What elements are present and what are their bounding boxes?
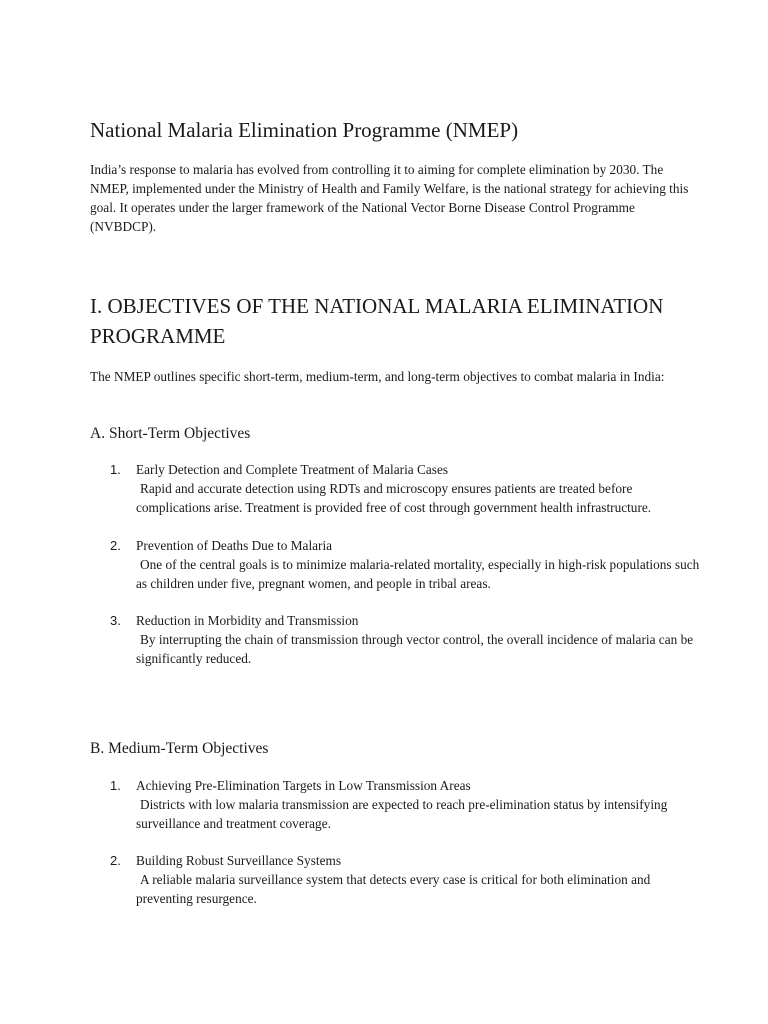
list-item-title: Early Detection and Complete Treatment of Malaria Cases [136, 462, 449, 477]
list-item-title: Achieving Pre-Elimination Targets in Low Transmission Areas [136, 778, 471, 793]
list-item-title: Reduction in Morbidity and Transmission [136, 613, 359, 628]
intro-paragraph: India’s response to malaria has evolved from controlling it to aiming for complete elimination by 2030. The NMEP, implemented under the Ministry of Health and Family Welfare, is the national strategy for achieving this goal. It operates under the larger framework of the National Vector Borne Disease Control Programme (NVBDCP). [90, 162, 689, 234]
list-item-description: Districts with low malaria transmission are expected to reach pre-elimination status by intensifying surveillance and treatment coverage. [136, 797, 668, 831]
medium-term-heading: B. Medium-Term Objectives [90, 740, 269, 757]
list-item-number: 1. [110, 462, 121, 477]
document-title: National Malaria Elimination Programme (NMEP) [90, 118, 519, 142]
list-item-number: 1. [110, 778, 121, 793]
section-intro-paragraph: The NMEP outlines specific short-term, medium-term, and long-term objectives to combat malaria in India: [90, 369, 665, 384]
list-item [110, 536, 700, 593]
list-item-description: One of the central goals is to minimize malaria-related mortality, especially in high-risk populations such as children under five, pregnant women, and people in tribal areas. [136, 557, 700, 591]
section-heading: I. OBJECTIVES OF THE NATIONAL MALARIA ELIMINATION PROGRAMME [90, 294, 664, 348]
list-item [110, 851, 700, 908]
list-item-description: Rapid and accurate detection using RDTs and microscopy ensures patients are treated before complications arise. Treatment is provided free of cost through government health infrastructure. [136, 481, 652, 515]
list-item [110, 611, 700, 668]
list-item-number: 2. [110, 853, 121, 868]
list-item [110, 460, 700, 517]
list-item-title: Building Robust Surveillance Systems [136, 853, 341, 868]
list-item-number: 2. [110, 538, 121, 553]
short-term-heading: A. Short-Term Objectives [90, 425, 251, 442]
list-item [110, 776, 700, 833]
list-item-number: 3. [110, 613, 121, 628]
list-item-title: Prevention of Deaths Due to Malaria [136, 538, 333, 553]
list-item-description: A reliable malaria surveillance system that detects every case is critical for both elimination and preventing resurgence. [136, 872, 651, 906]
list-item-description: By interrupting the chain of transmission through vector control, the overall incidence of malaria can be significantly reduced. [136, 632, 694, 666]
